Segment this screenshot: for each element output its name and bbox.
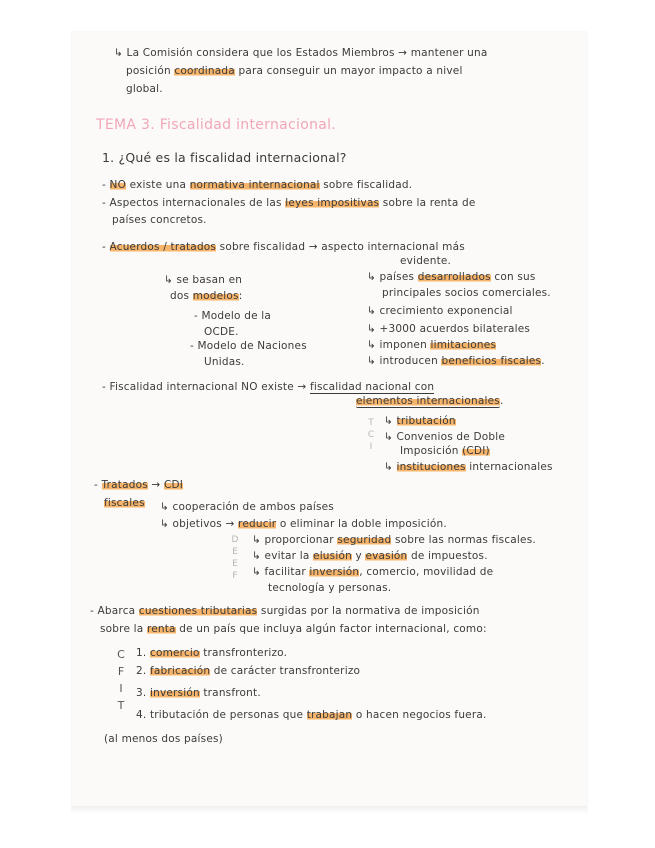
- intro-line-3: global.: [126, 83, 163, 95]
- cdi-cooperation: ↳ cooperación de ambos países: [160, 501, 334, 513]
- model-un-2: Unidas.: [204, 356, 245, 368]
- bullet-2: - Aspectos internacionales de las leyes impositivas sobre la renta de: [102, 197, 476, 209]
- objective-seguridad: ↳ proporcionar seguridad sobre las normas fiscales.: [252, 534, 536, 546]
- agreements-r5: ↳ imponen limitaciones: [367, 339, 497, 351]
- question-heading: 1. ¿Qué es la fiscalidad internacional?: [102, 150, 347, 165]
- bullet-3: - Acuerdos / tratados sobre fiscalidad → aspecto internacional más: [102, 241, 465, 253]
- agreements-r2: principales socios comerciales.: [382, 287, 551, 299]
- bullet-5: - Tratados → CDI: [94, 479, 184, 491]
- agreements-r1: ↳ países desarrollados con sus: [367, 271, 536, 283]
- notebook-page: [72, 32, 587, 812]
- bullet-5-cont: fiscales: [104, 497, 145, 509]
- objective-evitar: ↳ evitar la elusión y evasión de impuestos.: [252, 550, 488, 562]
- factor-fabricacion: 2. fabricación de carácter transfronterizo: [136, 665, 361, 677]
- deef-mnemonic: D E E F: [231, 535, 239, 581]
- topic-title: TEMA 3. Fiscalidad internacional.: [96, 117, 337, 133]
- intro-line-2: posición coordinada para conseguir un mayor impacto a nivel: [126, 65, 463, 77]
- bullet-2-cont: países concretos.: [112, 214, 207, 226]
- objective-facilitar-cont: tecnología y personas.: [268, 582, 392, 594]
- element-instituciones: ↳ instituciones internacionales: [384, 461, 553, 473]
- page-shadow: [72, 806, 587, 814]
- bullet-6-cont: sobre la renta de un país que incluya algún factor internacional, como:: [100, 623, 487, 635]
- cfit-mnemonic: C F I T: [117, 648, 125, 712]
- cdi-objectives: ↳ objetivos → reducir o eliminar la doble imposición.: [160, 518, 447, 530]
- bullet-6: - Abarca cuestiones tributarias surgidas por la normativa de imposición: [90, 605, 480, 617]
- factor-comercio: 1. comercio transfronterizo.: [136, 647, 288, 659]
- model-ocde-1: - Modelo de la: [194, 310, 272, 322]
- model-un-1: - Modelo de Naciones: [190, 340, 307, 352]
- bullet-4: - Fiscalidad internacional NO existe → fiscalidad nacional con: [102, 381, 435, 393]
- agreements-r6: ↳ introducen beneficios fiscales.: [367, 355, 545, 367]
- tci-mnemonic: T C I: [367, 418, 375, 452]
- bullet-6-note: (al menos dos países): [104, 733, 223, 745]
- bullet-4-cont: elementos internacionales.: [356, 395, 504, 407]
- element-convenios: ↳ Convenios de Doble: [384, 431, 506, 443]
- models-line-2: dos modelos:: [170, 290, 243, 302]
- bullet-1: - NO existe una normativa internacional sobre fiscalidad.: [102, 179, 413, 191]
- factor-tributacion: 4. tributación de personas que trabajan o hacen negocios fuera.: [136, 709, 487, 721]
- intro-line-1: ↳ La Comisión considera que los Estados Miembros → mantener una: [114, 47, 488, 59]
- element-convenios-cont: Imposición (CDI): [400, 445, 490, 457]
- element-tributacion: ↳ tributación: [384, 415, 456, 427]
- bullet-3-cont: evidente.: [400, 255, 452, 267]
- model-ocde-2: OCDE.: [204, 326, 239, 338]
- agreements-r3: ↳ crecimiento exponencial: [367, 305, 513, 317]
- agreements-r4: ↳ +3000 acuerdos bilaterales: [367, 323, 531, 335]
- objective-facilitar: ↳ facilitar inversión, comercio, movilidad de: [252, 566, 494, 578]
- models-line-1: ↳ se basan en: [164, 274, 243, 286]
- factor-inversion: 3. inversión transfront.: [136, 687, 261, 699]
